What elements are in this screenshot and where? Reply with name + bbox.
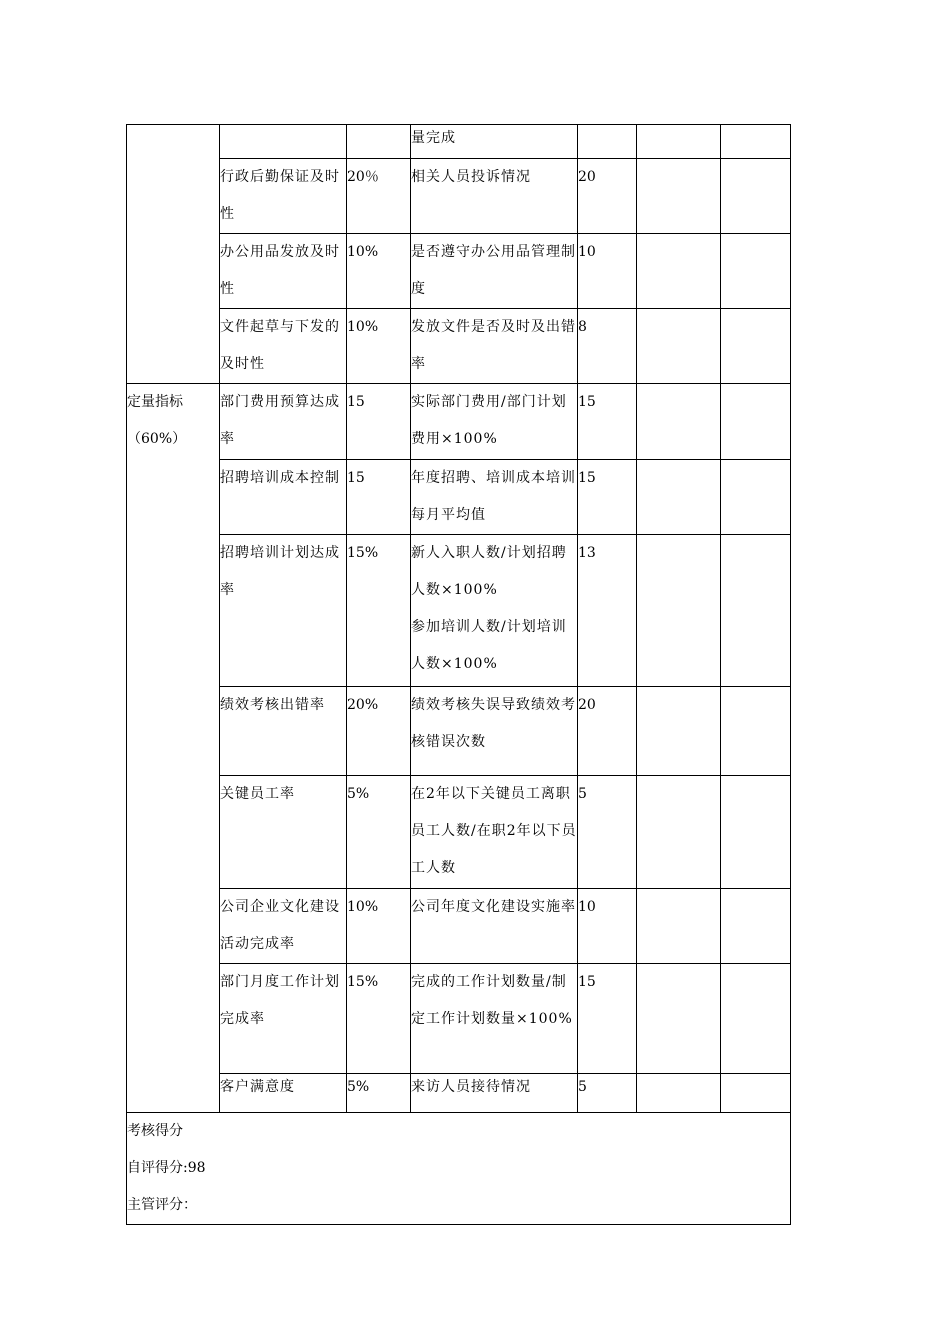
assessment-standard (411, 460, 578, 535)
self-score-line: 自评得分:98 (127, 1160, 206, 1176)
self-score: 8 (578, 309, 637, 384)
remarks (721, 125, 791, 159)
indicator-name: 招聘培训成本控制 (220, 460, 347, 535)
self-score: 10 (578, 234, 637, 309)
assessment-standard (411, 125, 578, 159)
indicator-weight: 10% (347, 889, 411, 964)
category-weight: （60%） (127, 431, 187, 447)
indicator-weight: 15 (347, 460, 411, 535)
indicator-weight: 15% (347, 535, 411, 687)
self-score: 5 (578, 1074, 637, 1113)
indicator-weight: 15% (347, 964, 411, 1074)
table-row (127, 309, 791, 384)
indicator-name: 部门费用预算达成率 (220, 384, 347, 460)
standard-line: 发放文件是否及时及出错率 (411, 319, 576, 372)
remarks (721, 1074, 791, 1113)
table-row (127, 535, 791, 687)
standard-line: 新人入职人数/计划招聘人数×100% (411, 545, 567, 598)
indicator-name (220, 125, 347, 159)
indicator-name: 公司企业文化建设活动完成率 (220, 889, 347, 964)
supervisor-score (637, 125, 721, 159)
assessment-standard (411, 309, 578, 384)
indicator-weight: 5% (347, 776, 411, 889)
remarks (721, 460, 791, 535)
assessment-table (126, 124, 791, 1225)
remarks (721, 535, 791, 687)
table-row (127, 964, 791, 1074)
supervisor-score (637, 460, 721, 535)
indicator-weight (347, 125, 411, 159)
self-score: 5 (578, 776, 637, 889)
supervisor-score (637, 776, 721, 889)
remarks (721, 159, 791, 234)
indicator-name: 绩效考核出错率 (220, 687, 347, 776)
table-row (127, 1074, 791, 1113)
remarks (721, 687, 791, 776)
self-score: 15 (578, 384, 637, 460)
indicator-weight: 5% (347, 1074, 411, 1113)
supervisor-score (637, 234, 721, 309)
assessment-standard (411, 687, 578, 776)
supervisor-score (637, 889, 721, 964)
assessment-standard (411, 776, 578, 889)
remarks (721, 889, 791, 964)
self-score: 15 (578, 460, 637, 535)
supervisor-score (637, 384, 721, 460)
remarks (721, 776, 791, 889)
standard-line: 量完成 (411, 130, 456, 146)
assessment-standard (411, 964, 578, 1074)
table-row (127, 384, 791, 460)
indicator-weight: 20% (347, 687, 411, 776)
indicator-weight: 10% (347, 309, 411, 384)
table-row (127, 234, 791, 309)
remarks (721, 309, 791, 384)
supervisor-score-line: 主管评分： (127, 1197, 197, 1213)
supervisor-score (637, 687, 721, 776)
indicator-name: 客户满意度 (220, 1074, 347, 1113)
assessment-standard (411, 889, 578, 964)
standard-line: 是否遵守办公用品管理制度 (411, 244, 576, 297)
self-score: 20 (578, 687, 637, 776)
footer-row (127, 1113, 791, 1225)
indicator-name: 办公用品发放及时性 (220, 234, 347, 309)
standard-line: 年度招聘、培训成本培训每月平均值 (411, 470, 576, 523)
table-row (127, 460, 791, 535)
remarks (721, 234, 791, 309)
standard-line: 相关人员投诉情况 (411, 169, 531, 185)
standard-line: 完成的工作计划数量/制定工作计划数量×100% (411, 974, 573, 1027)
assessment-standard (411, 384, 578, 460)
score-title: 考核得分 (127, 1123, 183, 1139)
remarks (721, 384, 791, 460)
standard-line: 在2年以下关键员工离职员工人数/在职2年以下员工人数 (411, 786, 577, 876)
category-label: 定量指标 (127, 394, 183, 410)
supervisor-score (637, 964, 721, 1074)
table-row (127, 889, 791, 964)
category-cell (127, 384, 220, 1113)
table-row (127, 159, 791, 234)
remarks (721, 964, 791, 1074)
indicator-name: 招聘培训计划达成率 (220, 535, 347, 687)
standard-line: 来访人员接待情况 (411, 1079, 531, 1095)
self-score: 13 (578, 535, 637, 687)
assessment-standard (411, 234, 578, 309)
self-score: 20 (578, 159, 637, 234)
indicator-name: 部门月度工作计划完成率 (220, 964, 347, 1074)
standard-line: 公司年度文化建设实施率 (411, 899, 576, 915)
self-score: 15 (578, 964, 637, 1074)
indicator-weight: 10% (347, 234, 411, 309)
self-score (578, 125, 637, 159)
category-cell-prev (127, 125, 220, 384)
indicator-name: 关键员工率 (220, 776, 347, 889)
supervisor-score (637, 159, 721, 234)
supervisor-score (637, 1074, 721, 1113)
assessment-standard (411, 159, 578, 234)
score-summary (127, 1113, 791, 1225)
standard-line: 绩效考核失误导致绩效考核错误次数 (411, 697, 576, 750)
supervisor-score (637, 309, 721, 384)
table-row (127, 125, 791, 159)
supervisor-score (637, 535, 721, 687)
self-score: 10 (578, 889, 637, 964)
assessment-standard (411, 535, 578, 687)
assessment-standard (411, 1074, 578, 1113)
standard-line: 实际部门费用/部门计划费用×100% (411, 394, 567, 447)
table-row (127, 687, 791, 776)
standard-line: 参加培训人数/计划培训人数×100% (411, 619, 567, 672)
indicator-name: 行政后勤保证及时性 (220, 159, 347, 234)
indicator-name: 文件起草与下发的及时性 (220, 309, 347, 384)
indicator-weight: 20％ (347, 159, 411, 234)
indicator-weight: 15 (347, 384, 411, 460)
table-row (127, 776, 791, 889)
